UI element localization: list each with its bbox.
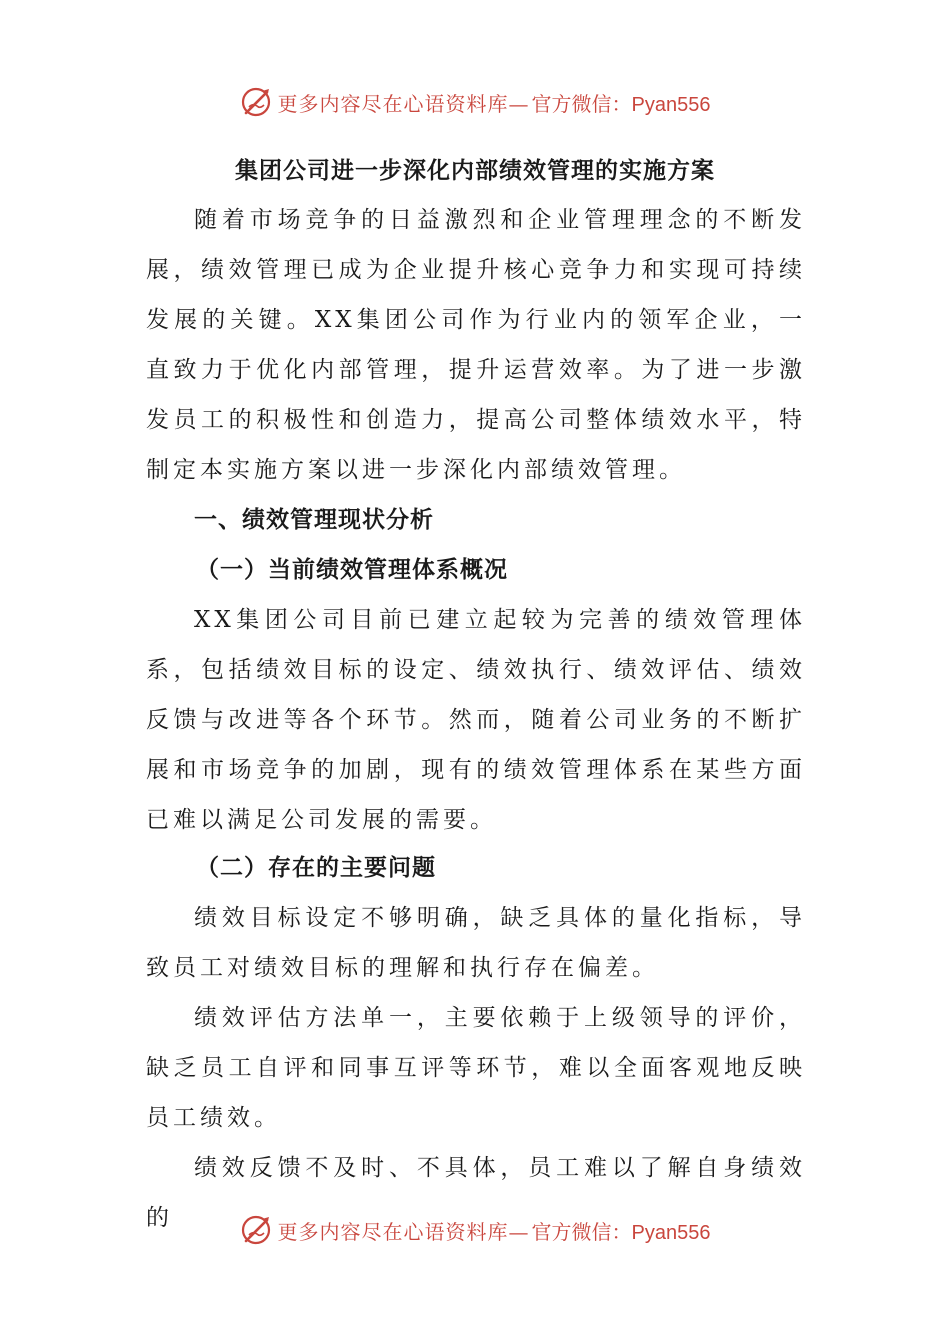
document-title: 集团公司进一步深化内部绩效管理的实施方案: [235, 158, 715, 184]
issue-paragraph-3: 绩效反馈不及时、不具体，员工难以了解自身绩效的: [146, 1155, 806, 1231]
subsection-heading-1: （一）当前绩效管理体系概况: [196, 557, 508, 583]
footer-watermark: [0, 1210, 950, 1250]
section-heading-1: 一、绩效管理现状分析: [194, 507, 434, 533]
header-watermark: [0, 82, 950, 122]
pen-logo-icon: [240, 85, 274, 119]
issue-paragraph-1: 绩效目标设定不够明确，缺乏具体的量化指标，导致员工对绩效目标的理解和执行存在偏差。: [146, 905, 806, 981]
watermark-slogan: 更多内容尽在心语资料库—: [277, 1219, 530, 1244]
watermark-wechat: 官方微信：Pyan556: [531, 93, 711, 116]
issue-paragraph-2: 绩效评估方法单一，主要依赖于上级领导的评价，缺乏员工自评和同事互评等环节，难以全面客观地反映员工绩效。: [146, 1005, 806, 1131]
pen-logo-icon: [240, 1213, 274, 1247]
watermark-slogan: 更多内容尽在心语资料库—: [277, 91, 530, 116]
intro-paragraph: 随着市场竞争的日益激烈和企业管理理念的不断发展，绩效管理已成为企业提升核心竞争力和实现可持续发展的关键。XX集团公司作为行业内的领军企业，一直致力于优化内部管理，提升运营效率。为了进一步激发员工的积极性和创造力，提高公司整体绩效水平，特制定本实施方案以进一步深化内部绩效管理。: [146, 207, 806, 483]
subsection-heading-2: （二）存在的主要问题: [196, 855, 436, 881]
subsection-1-paragraph: XX集团公司目前已建立起较为完善的绩效管理体系，包括绩效目标的设定、绩效执行、绩效评估、绩效反馈与改进等各个环节。然而，随着公司业务的不断扩展和市场竞争的加剧，现有的绩效管理体系在某些方面已难以满足公司发展的需要。: [146, 607, 806, 833]
watermark-wechat: 官方微信：Pyan556: [531, 1221, 711, 1244]
